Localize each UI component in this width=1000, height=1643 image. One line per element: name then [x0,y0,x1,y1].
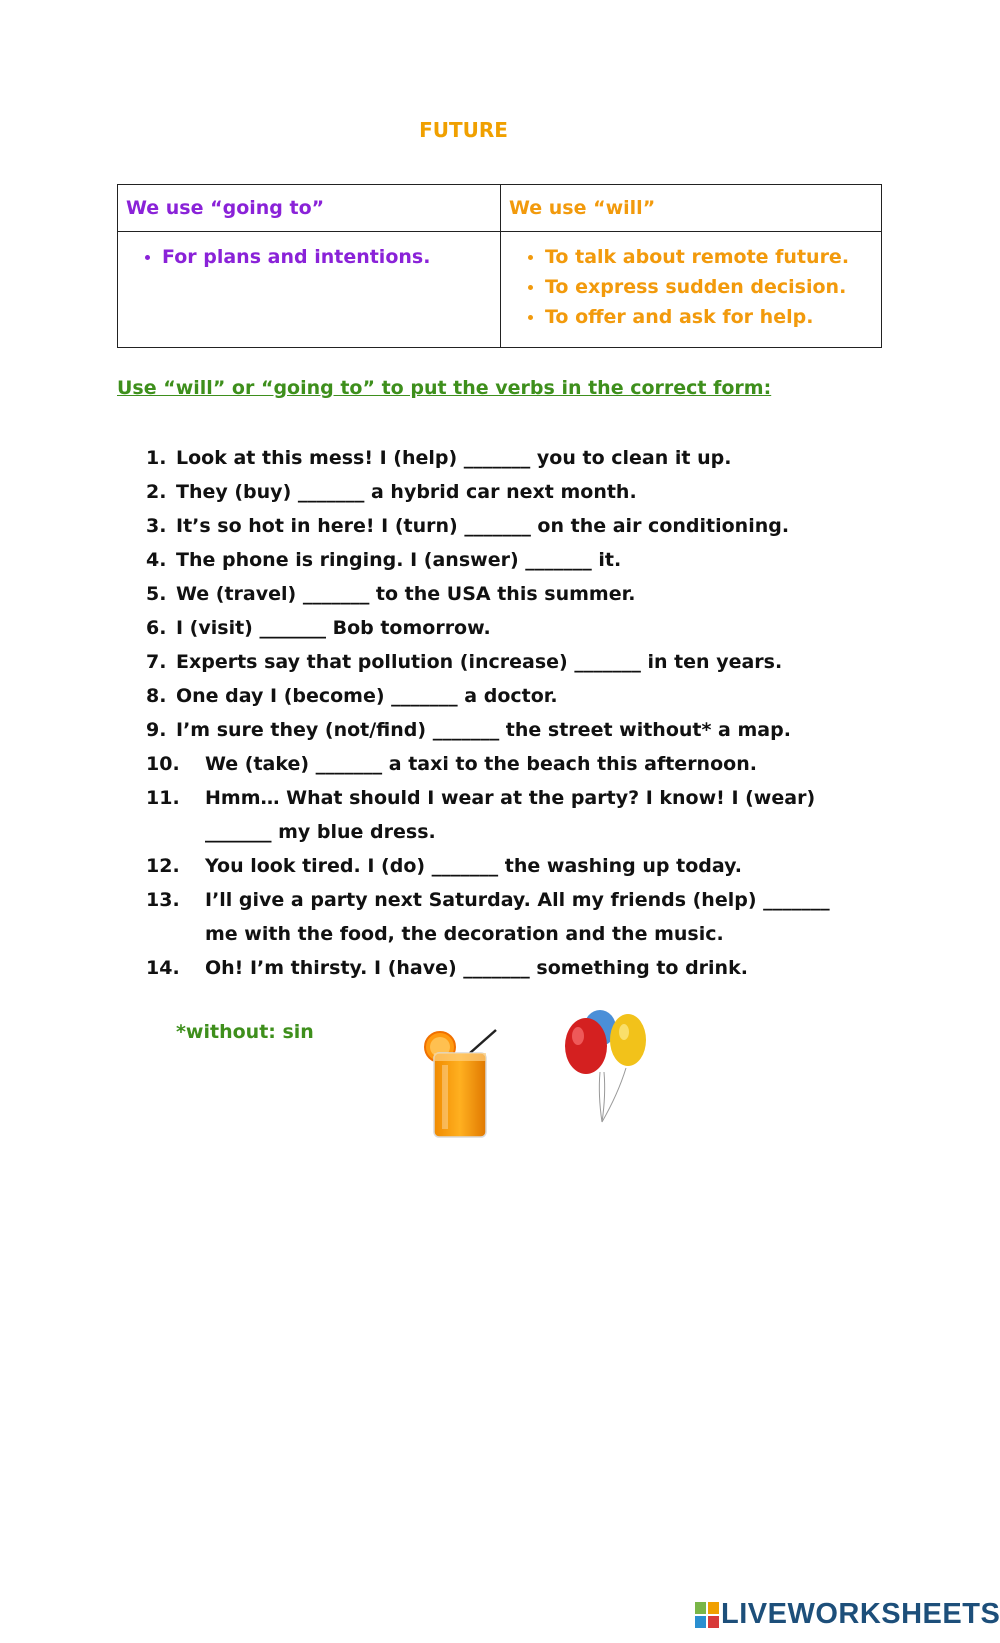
exercise-number: 1. [146,447,167,469]
exercise-item [146,747,866,781]
balloons-icon [560,1010,650,1125]
exercise-item [146,951,866,985]
exercise-text: We (travel) _______ to the USA this summer. [176,583,636,605]
liveworksheets-logo-icon [695,1602,719,1628]
exercise-text: I (visit) _______ Bob tomorrow. [176,617,491,639]
will-item: • To express sudden decision. [545,272,873,302]
exercise-number: 4. [146,549,167,571]
exercise-item [146,441,866,475]
will-list [509,242,873,332]
brand [695,1598,1000,1631]
orange-juice-icon [420,1025,510,1145]
going-to-header: We use “going to” [118,185,501,232]
going-to-list [126,242,492,272]
exercise-item [146,475,866,509]
exercise-number: 10. [146,753,180,775]
exercise-item [146,611,866,645]
going-to-item: • For plans and intentions. [162,242,492,272]
exercise-text: One day I (become) _______ a doctor. [176,685,558,707]
exercise-number: 12. [146,855,180,877]
exercise-text: They (buy) _______ a hybrid car next month. [176,481,637,503]
exercise-item [146,543,866,577]
will-item: • To talk about remote future. [545,242,873,272]
exercise-text: Experts say that pollution (increase) _______ in ten years. [176,651,783,673]
exercise-item [146,679,866,713]
exercise-text: Hmm… What should I wear at the party? I know! I (wear) _______ my blue dress. [205,787,816,843]
exercise-item [146,713,866,747]
exercise-list [146,441,866,985]
will-cell [501,232,882,348]
exercise-number: 3. [146,515,167,537]
exercise-item [146,781,866,849]
usage-table-body-row [118,232,882,348]
brand-name: LIVEWORKSHEETS [721,1598,1000,1630]
exercise-text: I’m sure they (not/find) _______ the street without* a map. [176,719,791,741]
exercise-number: 14. [146,957,180,979]
will-header: We use “will” [501,185,882,232]
exercise-number: 11. [146,787,180,809]
exercise-item [146,883,866,951]
footnote: *without: sin [176,1021,314,1043]
exercise-item [146,849,866,883]
exercise-number: 13. [146,889,180,911]
will-item: • To offer and ask for help. [545,302,873,332]
exercise-text: I’ll give a party next Saturday. All my friends (help) _______ me with the food, the decoration and the music. [205,889,830,945]
exercise-text: It’s so hot in here! I (turn) _______ on the air conditioning. [176,515,790,537]
exercise-number: 7. [146,651,167,673]
exercise-number: 8. [146,685,167,707]
instruction: Use “will” or “going to” to put the verbs in the correct form: [117,377,772,399]
exercise-item [146,577,866,611]
going-to-cell [118,232,501,348]
exercise-number: 9. [146,719,167,741]
exercise-number: 6. [146,617,167,639]
page-title: FUTURE [419,118,508,142]
exercise-text: We (take) _______ a taxi to the beach this afternoon. [205,753,757,775]
usage-table-header-row [118,185,882,232]
exercise-item [146,645,866,679]
exercise-text: Look at this mess! I (help) _______ you to clean it up. [176,447,732,469]
exercise-number: 2. [146,481,167,503]
exercise-text: Oh! I’m thirsty. I (have) _______ something to drink. [205,957,748,979]
exercise-item [146,509,866,543]
exercise-text: You look tired. I (do) _______ the washing up today. [205,855,742,877]
usage-table [117,184,882,348]
exercise-text: The phone is ringing. I (answer) _______ it. [176,549,622,571]
exercise-number: 5. [146,583,167,605]
